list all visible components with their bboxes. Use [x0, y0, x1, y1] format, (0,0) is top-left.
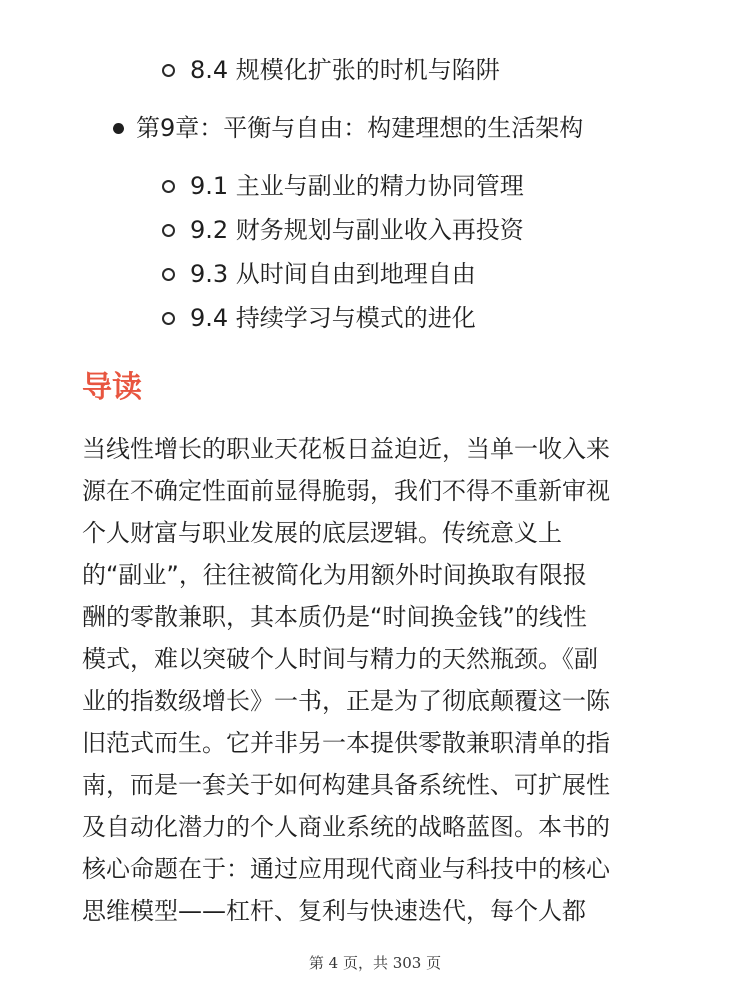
- paragraph-line: 旧范式而生。它并非另一本提供零散兼职清单的指: [82, 729, 610, 757]
- toc-item-chapter-9: [113, 106, 583, 150]
- paragraph-line: 个人财富与职业发展的底层逻辑。传统意义上: [82, 519, 562, 547]
- paragraph-line: 酬的零散兼职，其本质仍是“时间换金钱”的线性: [82, 603, 587, 631]
- paragraph-line: 当线性增长的职业天花板日益迫近，当单一收入来: [82, 435, 610, 463]
- toc-item-label: 9.1 主业与副业的精力协同管理: [190, 172, 524, 200]
- page-number-footer: 第 4 页，共 303 页: [308, 954, 442, 972]
- paragraph-line: 及自动化潜力的个人商业系统的战略蓝图。本书的: [82, 813, 610, 841]
- toc-item-9-1: [162, 164, 524, 208]
- toc-item-9-2: [162, 208, 524, 252]
- toc-item-9-3: [162, 252, 476, 296]
- toc-item-label: 8.4 规模化扩张的时机与陷阱: [190, 56, 500, 84]
- toc-item-8-4: [162, 48, 500, 92]
- hollow-bullet-icon: [162, 312, 175, 325]
- toc-item-label: 9.4 持续学习与模式的进化: [190, 304, 476, 332]
- toc-item-9-4: [162, 296, 476, 340]
- solid-bullet-icon: [113, 123, 124, 134]
- hollow-bullet-icon: [162, 268, 175, 281]
- paragraph-line: 源在不确定性面前显得脆弱，我们不得不重新审视: [82, 477, 610, 505]
- paragraph-line: 思维模型——杠杆、复利与快速迭代，每个人都: [82, 897, 586, 925]
- section-heading: 导读: [82, 370, 142, 405]
- paragraph-line: 模式，难以突破个人时间与精力的天然瓶颈。《副: [82, 645, 598, 673]
- paragraph-line: 核心命题在于：通过应用现代商业与科技中的核心: [82, 855, 610, 883]
- paragraph-line: 业的指数级增长》一书，正是为了彻底颠覆这一陈: [82, 687, 610, 715]
- paragraph-line: 的“副业”，往往被简化为用额外时间换取有限报: [82, 561, 587, 589]
- hollow-bullet-icon: [162, 224, 175, 237]
- toc-item-label: 9.3 从时间自由到地理自由: [190, 260, 476, 288]
- hollow-bullet-icon: [162, 180, 175, 193]
- hollow-bullet-icon: [162, 64, 175, 77]
- toc-item-label: 第9章：平衡与自由：构建理想的生活架构: [136, 114, 584, 142]
- intro-paragraph: [82, 428, 682, 932]
- toc-item-label: 9.2 财务规划与副业收入再投资: [190, 216, 524, 244]
- paragraph-line: 南，而是一套关于如何构建具备系统性、可扩展性: [82, 771, 610, 799]
